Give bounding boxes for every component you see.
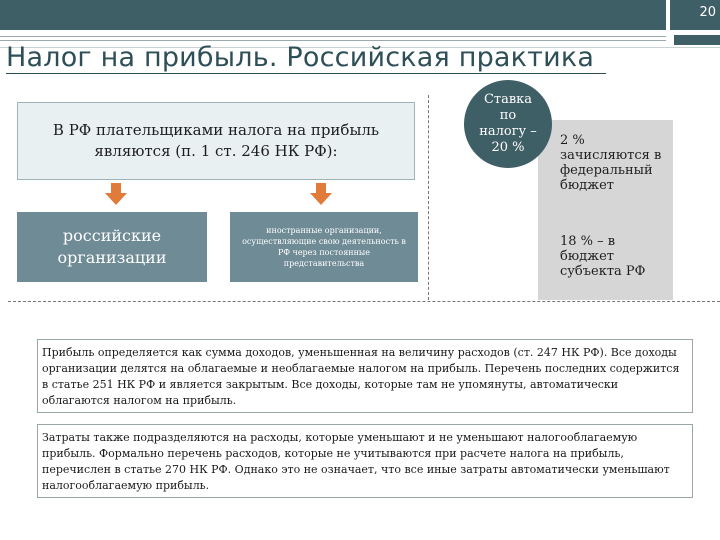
arrow-down-icon bbox=[310, 183, 332, 205]
expenses-paragraph: Затраты также подразделяются на расходы, которые уменьшают и не уменьшают налогооблагаемую прибыль. Формально перечень расходов, которые не учитываются при расчете налога на прибыль, перечислен в статье 270 НК РФ. Однако это не означает, что все иные затраты автоматически уменьшают налогооблагаемую прибыль. bbox=[37, 424, 693, 498]
header-bar bbox=[0, 0, 666, 30]
header-divider bbox=[0, 40, 666, 41]
payer-box bbox=[17, 102, 415, 180]
header-divider bbox=[0, 36, 666, 37]
vertical-divider bbox=[428, 95, 429, 300]
regional-share-text: 18 % – в бюджет субъекта РФ bbox=[560, 234, 646, 279]
page-number: 20 bbox=[699, 5, 716, 20]
arrow-down-icon bbox=[105, 183, 127, 205]
header-accent bbox=[674, 35, 720, 45]
profit-definition-paragraph: Прибыль определяется как сумма доходов, уменьшенная на величину расходов (ст. 247 НК РФ). Все доходы организации делятся на облагаемые и необлагаемые налогом на прибыль. Перечень последних содержится в статье 251 НК РФ и является закрытым. Все доходы, которые там не упомянуты, автоматически облагаются налогом на прибыль. bbox=[37, 339, 693, 413]
tax-rate-text: Ставка по налогу – 20 % bbox=[479, 92, 537, 155]
russian-organizations-label: российские организации bbox=[57, 226, 167, 267]
foreign-organizations-label: иностранные организации, осуществляющие свою деятельность в РФ через постоянные представительства bbox=[242, 226, 406, 268]
federal-share-text: 2 % зачисляются в федеральный бюджет bbox=[560, 133, 662, 193]
foreign-organizations-box bbox=[230, 212, 418, 282]
title-underline bbox=[6, 73, 606, 74]
tax-rate-circle bbox=[464, 80, 552, 168]
russian-organizations-box bbox=[17, 212, 207, 282]
horizontal-divider bbox=[8, 301, 720, 302]
payer-text: В РФ плательщиками налога на прибыль являются (п. 1 ст. 246 НК РФ): bbox=[52, 121, 380, 160]
slide-title: Налог на прибыль. Российская практика bbox=[6, 42, 595, 73]
